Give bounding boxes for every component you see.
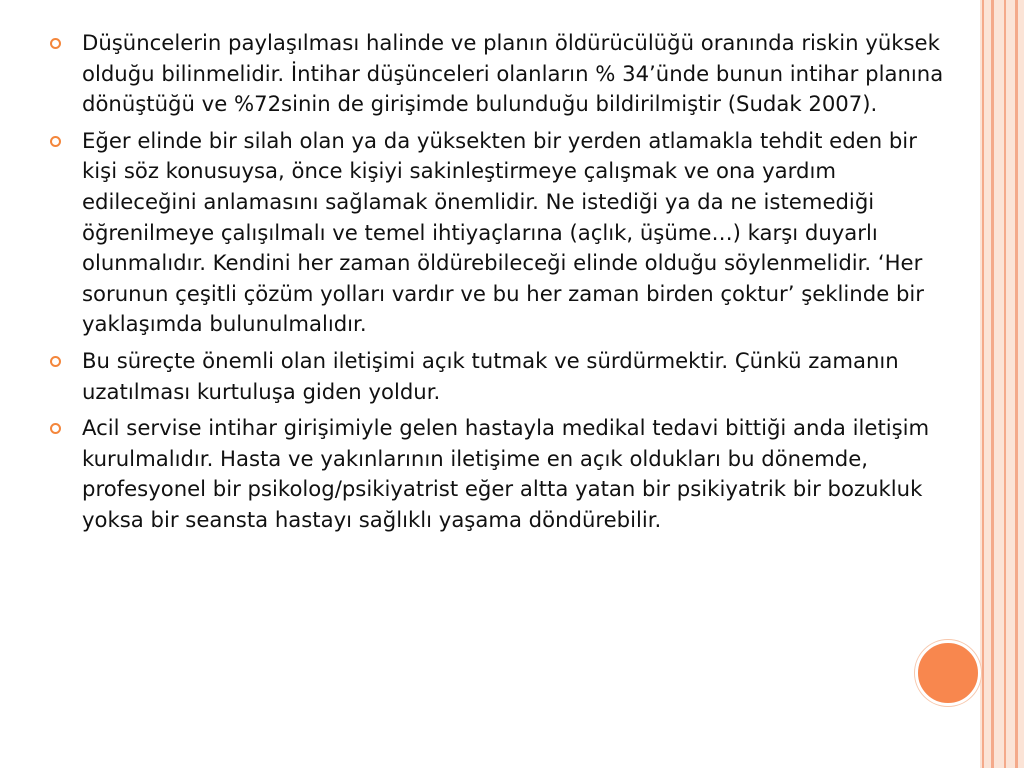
circle-bullet-icon (50, 136, 61, 147)
decorative-stripe (1015, 0, 1018, 768)
bullet-text: Eğer elinde bir silah olan ya da yüksekten bir yerden atlamakla tehdit eden bir kişi söz konusuysa, önce kişiyi sakinleştirmeye çalışmak ve ona yardım edileceğini anlamasını sağlamak önemlidir. Ne istediği ya da ne istemediği öğrenilmeye çalışılmalı ve temel ihtiyaçlarına (açlık, üşüme…) karşı duyarlı olunmalıdır. Kendini her zaman öldürebileceği elinde olduğu söylenmelidir. ‘Her sorunun çeşitli çözüm yolları vardır ve bu her zaman birden çoktur’ şeklinde bir yaklaşımda bulunulmalıdır. (82, 127, 925, 337)
slide-content (48, 28, 948, 542)
decorative-stripe (991, 0, 994, 768)
bullet-item (48, 413, 948, 535)
bullet-list (48, 28, 948, 536)
circle-bullet-icon (50, 38, 61, 49)
circle-bullet-icon (50, 356, 61, 367)
circle-bullet-icon (50, 423, 61, 434)
bullet-text: Bu süreçte önemli olan iletişimi açık tutmak ve sürdürmektir. Çünkü zamanın uzatılması kurtuluşa giden yoldur. (82, 347, 899, 404)
bullet-text: Düşüncelerin paylaşılması halinde ve planın öldürücülüğü oranında riskin yüksek olduğu bilinmelidir. İntihar düşünceleri olanların % 34’ünde bunun intihar planına dönüştüğü ve %72sinin de girişimde bulunduğu bildirilmiştir (Sudak 2007). (82, 30, 944, 117)
bullet-text: Acil servise intihar girişimiyle gelen hastayla medikal tedavi bittiği anda iletişim kurulmalıdır. Hasta ve yakınlarının iletişime en açık oldukları bu dönemde, profesyonel bir psikolog/psikiyatrist eğer altta yatan bir psikiyatrik bir bozukluk yoksa bir seansta hastayı sağlıklı yaşama döndürebilir. (82, 415, 930, 532)
bullet-item (48, 346, 948, 407)
decorative-stripe (1004, 0, 1006, 768)
bullet-item (48, 28, 948, 120)
decorative-stripe (982, 0, 984, 768)
bullet-item (48, 126, 948, 340)
orange-circle-decoration (915, 640, 981, 706)
